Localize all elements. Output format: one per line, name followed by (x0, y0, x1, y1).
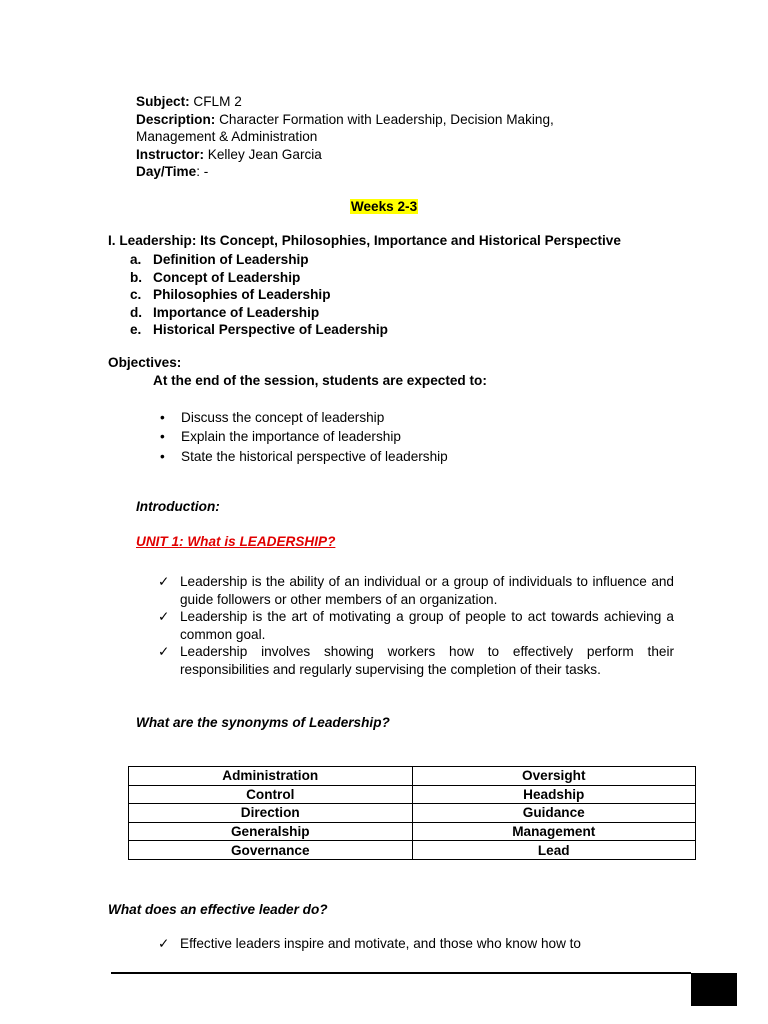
list-letter: b. (130, 269, 143, 285)
list-text: Definition of Leadership (153, 252, 309, 267)
check-icon: ✓ (158, 609, 170, 625)
table-row (129, 767, 696, 786)
list-letter: d. (130, 304, 143, 320)
table-row (129, 785, 696, 804)
table-cell: Control (129, 785, 413, 804)
list-item: • State the historical perspective of leadership (160, 447, 448, 466)
topic-sublist (130, 251, 388, 339)
list-item (158, 643, 674, 678)
page-number-box (691, 973, 737, 1006)
table-row (129, 804, 696, 823)
topic-title: I. Leadership: Its Concept, Philosophies, Importance and Historical Perspective (108, 233, 621, 248)
objectives-heading: Objectives: (108, 355, 182, 370)
instructor-label: Instructor: (136, 146, 204, 162)
unit-title: UNIT 1: What is LEADERSHIP? (136, 534, 336, 549)
list-item (130, 321, 388, 339)
daytime-line (136, 163, 616, 181)
list-item (130, 304, 388, 322)
table-cell: Lead (412, 841, 696, 860)
daytime-value: : - (196, 164, 209, 180)
list-item (158, 573, 674, 608)
course-info (136, 93, 616, 181)
synonyms-table (128, 766, 696, 860)
list-item (158, 936, 581, 952)
daytime-label: Day/Time (136, 164, 197, 180)
subject-label: Subject: (136, 94, 190, 109)
definitions-list (158, 573, 674, 679)
list-item (130, 286, 388, 304)
definition-text: Leadership is the art of motivating a group of people to act towards achieving a common goal. (180, 609, 674, 642)
definition-text: Leadership is the ability of an individual or a group of individuals to influence and guide followers or other members of an organization. (180, 574, 674, 607)
objectives-intro: At the end of the session, students are expected to: (153, 373, 487, 388)
instructor-value: Kelley Jean Garcia (207, 146, 322, 162)
check-icon: ✓ (158, 936, 170, 951)
list-text: Importance of Leadership (153, 304, 320, 320)
description-line (136, 111, 616, 146)
description-value: Character Formation with Leadership, Decision Making, Management & Administration (136, 111, 554, 145)
definition-text: Leadership involves showing workers how to effectively perform their responsibilities and regularly supervising the completion of their tasks. (180, 644, 674, 677)
list-letter: e. (130, 322, 142, 338)
table-cell: Guidance (412, 804, 696, 823)
table-cell: Generalship (129, 822, 413, 841)
table-cell: Governance (129, 841, 413, 860)
list-letter: c. (130, 287, 142, 303)
instructor-line (136, 146, 616, 164)
table-cell: Management (412, 822, 696, 841)
table-cell: Direction (129, 804, 413, 823)
list-text: Philosophies of Leadership (153, 287, 331, 303)
introduction-heading: Introduction: (136, 499, 220, 514)
effective-leader-list (158, 936, 581, 952)
list-item (130, 269, 388, 287)
weeks-label: Weeks 2-3 (350, 199, 418, 214)
list-letter: a. (130, 252, 142, 267)
list-item (130, 251, 388, 269)
effective-text: Effective leaders inspire and motivate, and those who know how to (180, 936, 581, 951)
table-cell: Headship (412, 785, 696, 804)
objectives-list (160, 408, 448, 466)
subject-value: CFLM 2 (193, 94, 242, 109)
synonyms-question: What are the synonyms of Leadership? (136, 715, 390, 730)
list-text: Concept of Leadership (153, 269, 301, 285)
description-label: Description: (136, 111, 216, 127)
list-text: Historical Perspective of Leadership (153, 322, 388, 338)
subject-line (136, 93, 616, 111)
check-icon: ✓ (158, 644, 170, 660)
list-item: • Explain the importance of leadership (160, 427, 448, 446)
effective-leader-question: What does an effective leader do? (108, 902, 328, 917)
footer-rule (111, 972, 691, 974)
list-item: • Discuss the concept of leadership (160, 408, 448, 427)
table-row (129, 841, 696, 860)
table-cell: Administration (129, 767, 413, 786)
check-icon: ✓ (158, 574, 170, 589)
list-item (158, 608, 674, 643)
table-cell: Oversight (412, 767, 696, 786)
weeks-heading (0, 199, 768, 214)
table-row (129, 822, 696, 841)
